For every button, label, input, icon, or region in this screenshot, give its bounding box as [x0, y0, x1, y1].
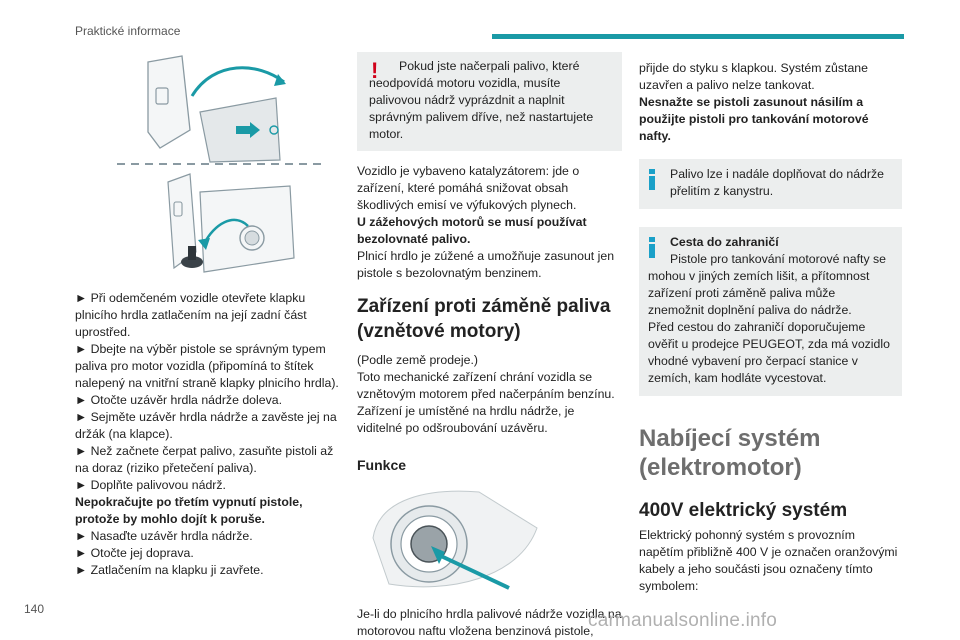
fuel-flap-open-illustration: [130, 52, 290, 164]
function-heading: Funkce: [357, 457, 407, 473]
left-column: [75, 290, 340, 579]
warning-text: Pokud jste načerpali palivo, které neodpovídá motoru vozidla, musíte palivovou nádrž vyprázdnit a naplnit správným palivem dříve, než nastartujete motor.: [369, 59, 594, 141]
fuel-cap-holder-illustration: [160, 172, 300, 278]
warning-box: [357, 52, 622, 151]
info-box-abroad: [639, 227, 902, 396]
misfuel-device-illustration: [369, 488, 544, 596]
instruction-line: ► Nasaďte uzávěr hrdla nádrže.: [75, 529, 253, 543]
instruction-line: ► Než začnete čerpat palivo, zasuňte pistoli až na doraz (riziko přetečení paliva).: [75, 444, 334, 475]
nozzle-bold-text: Nesnažte se pistoli zasunout násilím a použijte pistoli pro tankování motorové nafty.: [639, 95, 869, 143]
info-abroad-title: Cesta do zahraničí: [670, 235, 779, 249]
continued-text: přijde do styku s klapkou. Systém zůstane uzavřen a palivo nelze tankovat.: [639, 61, 868, 92]
info-canister-text: Palivo lze i nadále doplňovat do nádrže přelitím z kanystru.: [670, 167, 884, 198]
right-column: [639, 60, 902, 595]
nozzle-text: Plnicí hrdlo je zúžené a umožňuje zasunout jen pistole s bezolovnatým benzinem.: [357, 249, 615, 280]
info-box-canister: [639, 159, 902, 209]
instruction-line: ► Sejměte uzávěr hrdla nádrže a zavěste jej na držák (na klapce).: [75, 410, 337, 441]
misfuel-section-heading: Zařízení proti záměně paliva (vznětové motory): [357, 296, 611, 342]
watermark: carmanualsonline.info: [588, 610, 778, 631]
system-heading: 400V elektrický systém: [639, 500, 848, 521]
system-text: Elektrický pohonný systém s provozním napětím přibližně 400 V je označen oranžovými kabely a jeho součásti jsou označeny tímto symbolem:: [639, 528, 898, 593]
instruction-line: ► Doplňte palivovou nádrž.: [75, 478, 226, 492]
info-icon: [649, 237, 655, 259]
middle-column: [357, 52, 622, 640]
bold-warning-text: Nepokračujte po třetím vypnutí pistole, protože by mohlo dojít k poruše.: [75, 495, 303, 526]
instruction-line: ► Otočte jej doprava.: [75, 546, 194, 560]
instruction-line: ► Otočte uzávěr hrdla nádrže doleva.: [75, 393, 282, 407]
instruction-line: ► Zatlačením na klapku ji zavřete.: [75, 563, 264, 577]
catalyst-bold-text: U zážehových motorů se musí používat bezolovnaté palivo.: [357, 215, 587, 246]
illustration-separator: [117, 163, 327, 165]
section-header: Praktické informace: [75, 24, 181, 38]
info-icon: [649, 169, 655, 191]
catalyst-text: Vozidlo je vybaveno katalyzátorem: jde o zařízení, které pomáhá snižovat obsah škodlivých emisí ve výfukových plynech.: [357, 164, 580, 212]
info-abroad-text: Pistole pro tankování motorové nafty se mohou v jiných zemích lišit, a přítomnost zařízení proti záměně paliva může znemožnit doplnění paliva do nádrže. Před cestou do zahraničí doporučujeme ověřit u prodejce PEUGEOT, zda má vozidlo vhodné vybavení pro čerpací stanice v zemích, kam hodláte vycestovat.: [648, 252, 890, 385]
header-accent-rule: [492, 34, 904, 39]
function-text: Je-li do plnicího hrdla palivové nádrže vozidla na motorovou naftu vložena benzinová pistole,: [357, 607, 622, 638]
instruction-line: ► Při odemčeném vozidle otevřete klapku plnicího hrdla zatlačením na její zadní část uprostřed.: [75, 291, 307, 339]
page-number: 140: [24, 602, 45, 616]
misfuel-intro-text: (Podle země prodeje.) Toto mechanické zařízení chrání vozidla se vznětovým motorem před načerpáním benzínu. Zařízení je umístěné na hrdlu nádrže, je viditelné po odšroubování uzávěru.: [357, 353, 615, 435]
charging-section-title: Nabíjecí systém (elektromotor): [639, 425, 821, 481]
warning-exclamation-icon: !: [371, 58, 379, 83]
instruction-line: ► Dbejte na výběr pistole se správným typem paliva pro motor vozidla (připomíná to štítek nalepený na vnitřní straně klapky plnicího hrdla).: [75, 342, 339, 390]
